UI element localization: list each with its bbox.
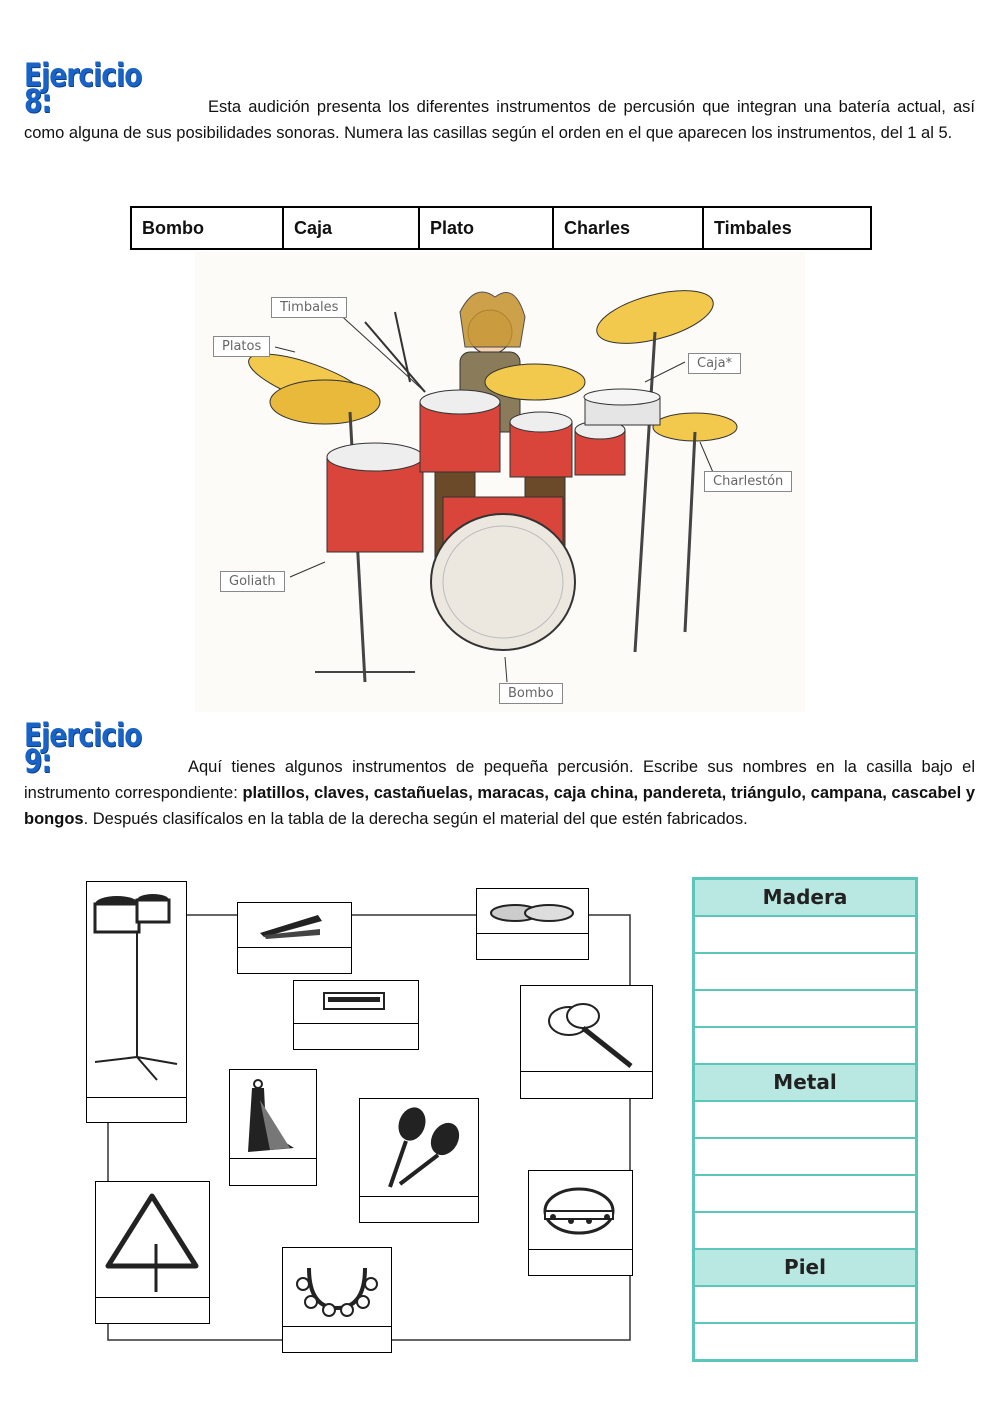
- skin-row-2[interactable]: [695, 1324, 915, 1359]
- instrument-list: platillos, claves, castañuelas, maracas, caja china, pandereta, triángulo, campana, cascabel y bongos: [24, 784, 975, 828]
- order-cell-charles[interactable]: Charles: [553, 207, 703, 249]
- bell-icon: [230, 1070, 316, 1158]
- answer-box-bongos[interactable]: [87, 1097, 186, 1122]
- wood-row-2[interactable]: [695, 954, 915, 991]
- instrument-card-cabasa: [520, 985, 653, 1099]
- wood-block-icon: [294, 981, 418, 1023]
- wood-row-4[interactable]: [695, 1028, 915, 1065]
- metal-row-3[interactable]: [695, 1176, 915, 1213]
- label-platos: Platos: [213, 336, 270, 357]
- answer-box-7[interactable]: [360, 1197, 478, 1222]
- label-caja: Caja*: [688, 353, 741, 374]
- exercise-9-text-before: Aquí tienes algunos instrumentos de pequeña percusión. Escribe sus nombres en la casilla bajo el instrumento correspondiente:: [24, 758, 975, 802]
- metal-row-1[interactable]: [695, 1102, 915, 1139]
- answer-box-8[interactable]: [529, 1250, 632, 1275]
- class-head-metal: Metal: [695, 1065, 915, 1102]
- label-timbales: Timbales: [271, 297, 347, 318]
- order-cell-timbales[interactable]: Timbales: [703, 207, 871, 249]
- tambourine-icon: [529, 1171, 632, 1249]
- metal-row-4[interactable]: [695, 1213, 915, 1250]
- sleigh-bells-icon: [283, 1248, 391, 1326]
- cymbals-icon: [477, 889, 588, 933]
- skin-row-1[interactable]: [695, 1287, 915, 1324]
- instrument-card-castanets-clapper: [237, 902, 352, 974]
- exercise-9-text-after: . Después clasifícalos en la tabla de la derecha según el material del que estén fabricados.: [83, 810, 748, 828]
- exercise-8-title: Ejercicio 8:: [24, 56, 142, 120]
- metal-row-2[interactable]: [695, 1139, 915, 1176]
- wood-row-1[interactable]: [695, 917, 915, 954]
- label-bombo: Bombo: [499, 683, 563, 704]
- answer-box-10[interactable]: [283, 1327, 391, 1352]
- order-cell-caja[interactable]: Caja: [283, 207, 419, 249]
- instrument-card-cymbals: [476, 888, 589, 960]
- class-head-wood: Madera: [695, 880, 915, 917]
- answer-box-4[interactable]: [294, 1024, 418, 1049]
- exercise-8-text: Esta audición presenta los diferentes instrumentos de percusión que integran una batería actual, así como alguna de sus posibilidades sonoras. Numera las casillas según el orden en el que aparecen los instrumentos, del 1 al 5.: [24, 98, 975, 142]
- order-cell-plato[interactable]: Plato: [419, 207, 553, 249]
- bongos-stand-icon: [87, 882, 186, 1097]
- castanets-icon: [238, 903, 351, 947]
- instrument-card-triangle: [95, 1181, 210, 1324]
- answer-box-6[interactable]: [230, 1159, 316, 1185]
- instrument-card-bongos: [86, 881, 187, 1123]
- order-cell-bombo[interactable]: Bombo: [131, 207, 283, 249]
- answer-box-9[interactable]: [96, 1298, 209, 1323]
- instrument-card-sleigh-bells: [282, 1247, 392, 1353]
- instrument-card-wood-block: [293, 980, 419, 1050]
- instrument-card-maracas: [359, 1098, 479, 1223]
- answer-box-5[interactable]: [521, 1072, 652, 1098]
- label-charleston: Charlestón: [704, 471, 792, 492]
- triangle-icon: [96, 1182, 209, 1297]
- instrument-card-bell: [229, 1069, 317, 1186]
- maracas-icon: [360, 1099, 478, 1196]
- label-goliath: Goliath: [220, 571, 285, 592]
- answer-box-3[interactable]: [477, 934, 588, 959]
- exercise-9-title: Ejercicio 9:: [24, 716, 142, 780]
- answer-box-2[interactable]: [238, 948, 351, 973]
- wood-row-3[interactable]: [695, 991, 915, 1028]
- class-head-skin: Piel: [695, 1250, 915, 1287]
- cabasa-icon: [521, 986, 652, 1071]
- instrument-card-tambourine: [528, 1170, 633, 1276]
- classification-table: [692, 877, 918, 1362]
